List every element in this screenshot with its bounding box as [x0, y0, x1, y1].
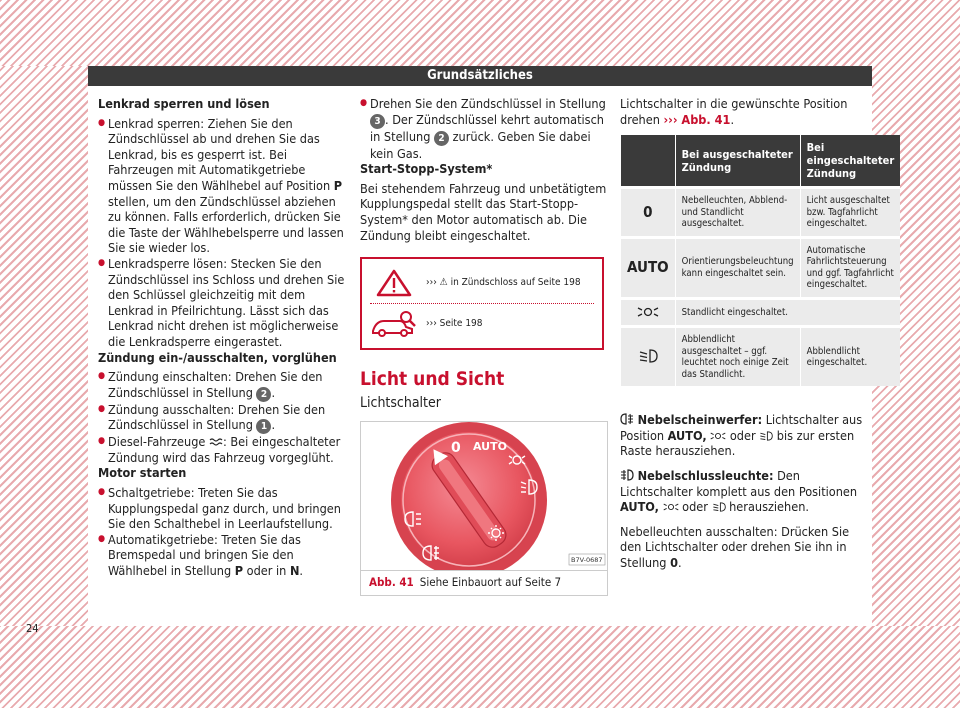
page-number: 24 — [26, 622, 39, 635]
light-switch-knob — [361, 422, 607, 570]
hatch-border-left — [0, 66, 88, 626]
fog-light-icon — [620, 413, 634, 425]
column-right — [620, 96, 895, 580]
start-stop-heading: Start-Stopp-System* — [360, 161, 493, 177]
parking-light-icon — [710, 431, 726, 441]
low-beam-icon — [759, 431, 773, 441]
lock-bullet-2: ● Lenkradsperre lösen: Stecken Sie den Zündschlüssel ins Schloss und drehen Sie den Schlüssel gleichzeitig mit dem Lenkrad in Pfeilrichtung. Lässt sich das Lenkrad nicht drehen ist möglicherweise die Lenkradsperre eingerastet. — [98, 256, 350, 350]
figure-label: Abb. 41 — [369, 575, 414, 590]
lock-bullet-1: ● Lenkrad sperren: Ziehen Sie den Zündschlüssel ab und drehen Sie das Lenkrad, bis es gesperrt ist. Bei Fahrzeugen mit Automatikgetriebe müssen Sie den Wählhebel auf Position P stellen, um den Zündschlüssel abziehen zu können. Falls erforderlich, drücken Sie die Taste der Wählhebelsperre und lassen Sie sie wieder los. — [98, 116, 350, 256]
start-bullet-2: ● Automatikgetriebe: Treten Sie das Bremspedal und bringen Sie den Wählhebel in Stellung P oder in N. — [98, 532, 350, 579]
position-badge: 2 — [434, 131, 449, 146]
fog-light-text: Nebelscheinwerfer: Lichtschalter aus Position AUTO, oder bis zur ersten Raste herausziehen. — [620, 412, 863, 459]
position-badge: 3 — [370, 114, 385, 129]
table-row: AUTO Orientierungsbeleuchtung kann eingeschaltet sein. Automatische Fahrlichtsteuerung und ggf. Tagfahrlicht eingeschaltet. — [621, 237, 901, 298]
fog-off-text: Nebelleuchten ausschalten: Drücken Sie den Lichtschalter oder drehen Sie ihn in Stellung 0. — [620, 523, 850, 570]
symbol-auto: AUTO — [621, 237, 676, 298]
column-middle — [360, 96, 612, 596]
table-row: Abblendlicht ausgeschaltet – ggf. leuchtet noch einige Zeit das Standlicht. Abblendlicht eingeschaltet. — [621, 327, 901, 387]
table-row: 0 Nebelleuchten, Abblend- und Standlicht ausgeschaltet. Licht ausgeschaltet bzw. Tagfahrlicht eingeschaltet. — [621, 188, 901, 238]
light-switch-table — [620, 135, 900, 386]
ignition-bullet-3: ● Diesel-Fahrzeuge : Bei eingeschalteter Zündung wird das Fahrzeug vorgeglüht. — [98, 434, 350, 465]
manual-page — [26, 66, 895, 635]
symbol-off: 0 — [621, 188, 676, 238]
table-header-off: Bei ausgeschalteter Zündung — [675, 135, 800, 188]
hatch-border-top — [0, 0, 960, 66]
low-beam-icon — [621, 327, 676, 387]
start-bullet-3: ● Drehen Sie den Zündschlüssel in Stellung 3 . Der Zündschlüssel kehrt automatisch in Stellung 2 zurück. Geben Sie dabei kein Gas. — [360, 96, 612, 161]
start-stop-text: Bei stehendem Fahrzeug und unbetätigtem Kupplungspedal stellt das Start-Stopp-System* den Motor automatisch ab. Die Zündung bleibt eingeschaltet. — [360, 180, 607, 243]
figure-caption: Abb. 41 Siehe Einbauort auf Seite 7 — [361, 570, 607, 595]
chapter-header: Grundsätzliches — [88, 66, 872, 86]
svg-text:B7V-0687: B7V-0687 — [571, 556, 603, 565]
warning-row — [370, 265, 594, 301]
ignition-bullet-1: ● Zündung einschalten: Drehen Sie den Zündschlüssel in Stellung 2 . — [98, 369, 350, 402]
position-badge: 2 — [256, 387, 271, 402]
parking-light-icon — [621, 298, 676, 327]
note-row — [370, 306, 594, 342]
hatch-border-bottom — [0, 626, 960, 708]
figure-link[interactable]: ››› Abb. 41 — [663, 111, 731, 127]
start-bullet-1: ● Schaltgetriebe: Treten Sie das Kupplungspedal ganz durch, und bringen Sie den Schalthebel in Leerlaufstellung. — [98, 485, 350, 532]
lock-heading: Lenkrad sperren und lösen — [98, 96, 270, 111]
section-subtitle: Lichtschalter — [360, 394, 441, 411]
low-beam-icon — [712, 502, 726, 512]
svg-text:0: 0 — [451, 440, 461, 457]
note-link[interactable]: ››› Seite 198 — [426, 318, 483, 330]
warning-box — [360, 257, 604, 350]
warning-link[interactable]: ››› ⚠ in Zündschloss auf Seite 198 — [426, 277, 581, 289]
table-header-symbol — [621, 135, 676, 188]
car-service-icon — [370, 309, 418, 339]
start-heading: Motor starten — [98, 465, 187, 481]
rear-fog-light-text: Nebelschlussleuchte: Den Lichtschalter komplett aus den Positionen AUTO, oder herausziehen. — [620, 467, 858, 515]
warning-triangle-icon — [370, 268, 418, 298]
rear-fog-light-icon — [620, 469, 634, 481]
light-switch-illustration — [361, 422, 607, 570]
ignition-heading: Zündung ein-/ausschalten, vorglühen — [98, 349, 337, 365]
table-header-on: Bei eingeschalteter Zündung — [800, 135, 900, 188]
switch-intro: Lichtschalter in die gewünschte Position drehen ››› Abb. 41. — [620, 96, 848, 127]
section-title: Licht und Sicht — [360, 368, 505, 391]
position-badge: 1 — [256, 419, 271, 434]
parking-light-icon — [663, 502, 679, 512]
figure-light-switch — [360, 421, 608, 596]
column-left — [98, 96, 350, 579]
table-row: Standlicht eingeschaltet. — [621, 298, 901, 327]
ignition-bullet-2: ● Zündung ausschalten: Drehen Sie den Zündschlüssel in Stellung 1 . — [98, 402, 350, 435]
svg-text:AUTO: AUTO — [473, 440, 507, 454]
glow-plug-icon — [209, 437, 223, 447]
